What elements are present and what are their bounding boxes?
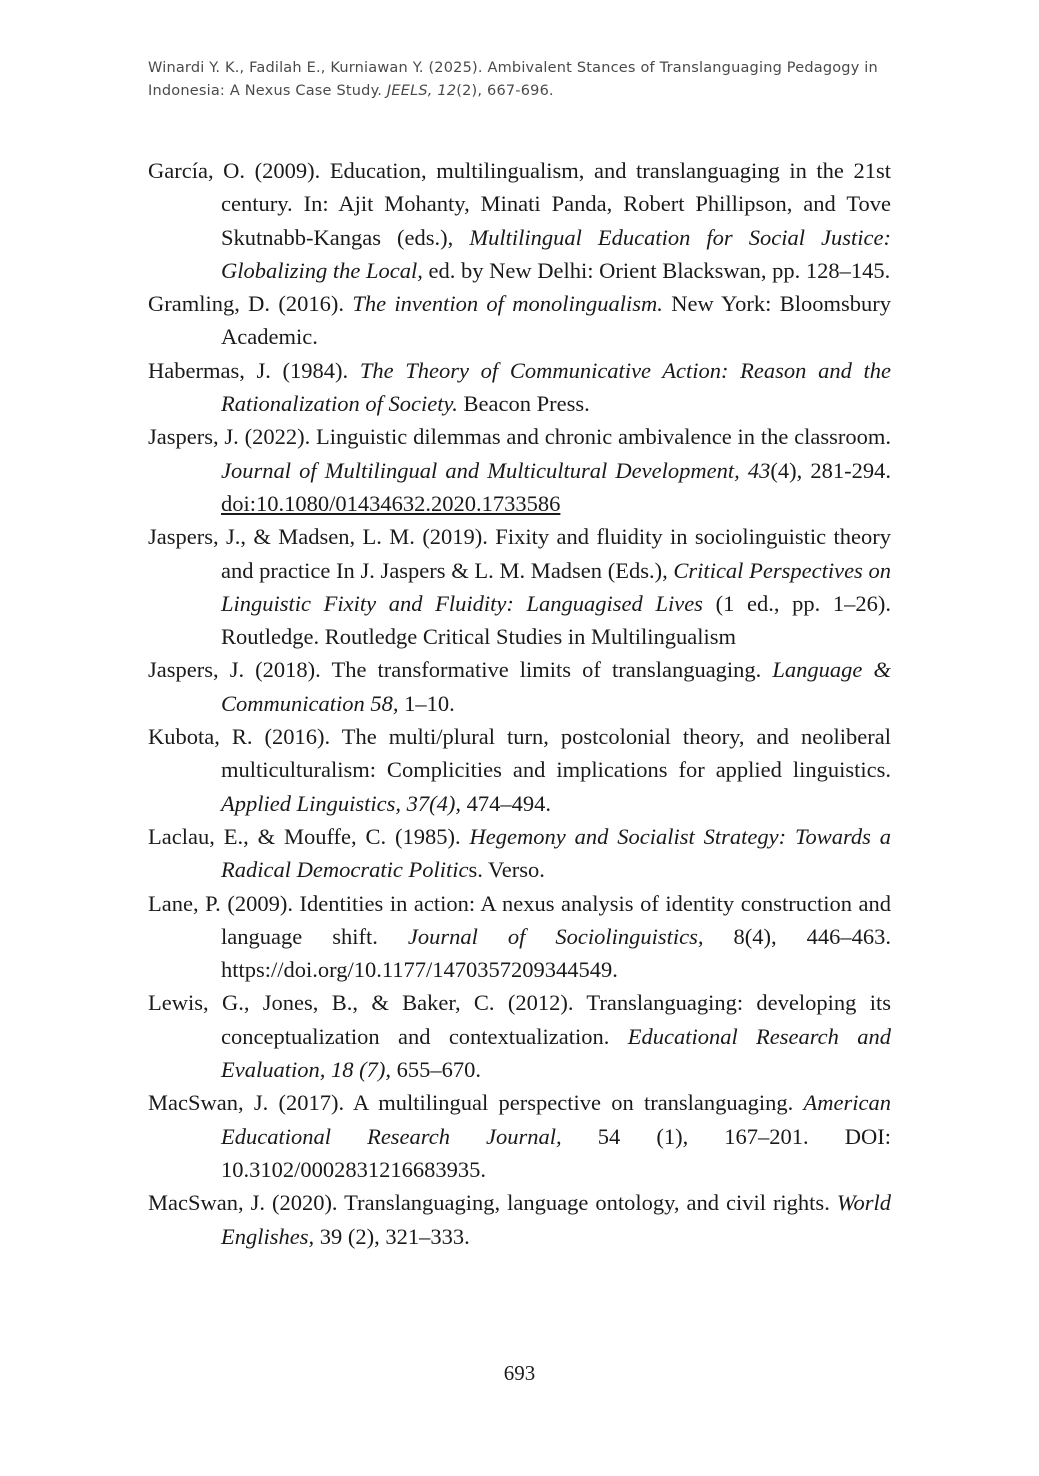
- reference-entry: Laclau, E., & Mouffe, C. (1985). Hegemony and Socialist Strategy: Towards a Radical Democratic Politics. Verso.: [148, 823, 892, 883]
- header-citation: Winardi Y. K., Fadilah E., Kurniawan Y. (2025). Ambivalent Stances of Translanguaging Pedagogy in Indonesia: A Nexus Case Study.: [148, 60, 878, 99]
- reference-list: [148, 154, 891, 1253]
- doi-link[interactable]: doi:10.1080/01434632.2020.1733586: [221, 490, 561, 516]
- reference-entry: MacSwan, J. (2020). Translanguaging, language ontology, and civil rights. World Englishes, 39 (2), 321–333.: [148, 1190, 891, 1249]
- reference-entry: García, O. (2009). Education, multilingualism, and translanguaging in the 21st century. In: Ajit Mohanty, Minati Panda, Robert Phillipson, and Tove Skutnabb-Kangas (eds.), Multilingual Education for Social Justice: Globalizing the Local, ed. by New Delhi: Orient Blackswan, pp. 128–145.: [148, 158, 891, 283]
- header-issue-pages: (2), 667-696.: [456, 83, 554, 99]
- reference-entry: Lane, P. (2009). Identities in action: A nexus analysis of identity construction and language shift. Journal of Sociolinguistics, 8(4), 446–463. https://doi.org/10.1177/1470357209344549.: [148, 890, 891, 983]
- reference-entry: Jaspers, J. (2022). Linguistic dilemmas and chronic ambivalence in the classroom. Journal of Multilingual and Multicultural Development, 43(4), 281-294. doi:10.1080/01434632.2020.1733586: [148, 424, 892, 516]
- reference-entry: Habermas, J. (1984). The Theory of Communicative Action: Reason and the Rationalization of Society. Beacon Press.: [148, 357, 891, 417]
- header-journal: JEELS, 12: [386, 83, 457, 99]
- reference-entry: Kubota, R. (2016). The multi/plural turn, postcolonial theory, and neoliberal multiculturalism: Complicities and implications for applied linguistics. Applied Linguistics, 37(4), 474–494.: [148, 724, 891, 816]
- reference-entry: Lewis, G., Jones, B., & Baker, C. (2012). Translanguaging: developing its conceptualization and contextualization. Educational Research and Evaluation, 18 (7), 655–670.: [148, 990, 891, 1083]
- page-number: 693: [503, 1361, 536, 1385]
- reference-entry: Jaspers, J. (2018). The transformative limits of translanguaging. Language & Communication 58, 1–10.: [148, 657, 891, 716]
- running-header: [148, 57, 893, 103]
- reference-entry: Gramling, D. (2016). The invention of monolingualism. New York: Bloomsbury Academic.: [148, 291, 891, 350]
- reference-entry: Jaspers, J., & Madsen, L. M. (2019). Fixity and fluidity in sociolinguistic theory and practice In J. Jaspers & L. M. Madsen (Eds.), Critical Perspectives on Linguistic Fixity and Fluidity: Languagised Lives (1 ed., pp. 1–26). Routledge. Routledge Critical Studies in Multilingualism: [148, 524, 892, 650]
- reference-entry: MacSwan, J. (2017). A multilingual perspective on translanguaging. American Educational Research Journal, 54 (1), 167–201. DOI: 10.3102/0002831216683935.: [148, 1090, 892, 1182]
